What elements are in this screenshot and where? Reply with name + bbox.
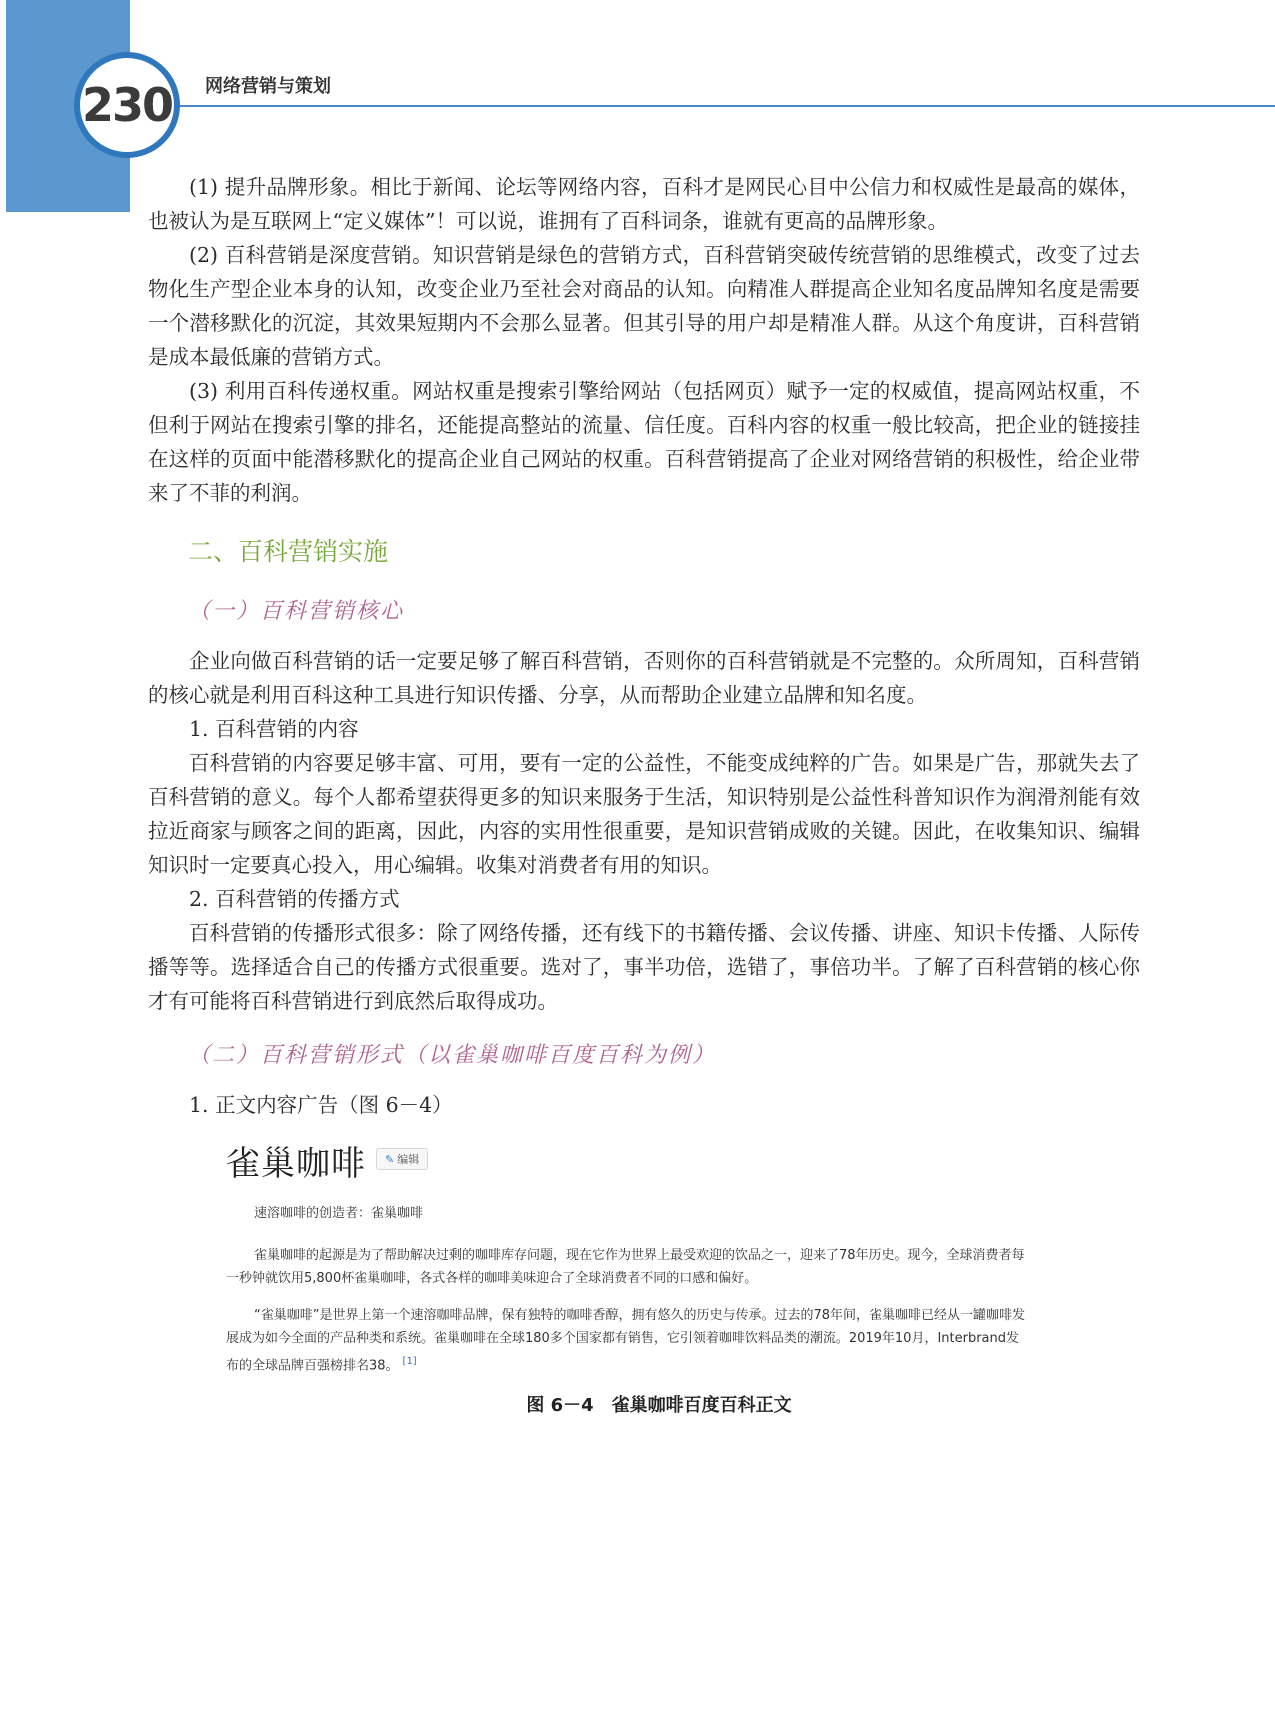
baike-screenshot-figure (226, 1136, 1026, 1374)
pencil-icon: ✎ (385, 1153, 395, 1166)
item-content-text: 百科营销的内容要足够丰富、可用，要有一定的公益性，不能变成纯粹的广告。如果是广告，那就失去了百科营销的意义。每个人都希望获得更多的知识来服务于生活，知识特别是公益性科普知识作为润滑剂能有效拉近商家与顾客之间的距离，因此，内容的实用性很重要，是知识营销成败的关键。因此，在收集知识、编辑知识时一定要真心投入，用心编辑。收集对消费者有用的知识。 (148, 751, 1140, 877)
item-spread-title: 2. 百科营销的传播方式 (189, 887, 400, 911)
page-content (148, 170, 1140, 1417)
section-heading: 二、百科营销实施 (188, 537, 389, 566)
page-number-badge (74, 52, 180, 158)
entry-paragraph-text: “雀巢咖啡”是世界上第一个速溶咖啡品牌，保有独特的咖啡香醇，拥有悠久的历史与传承。过去的78年间，雀巢咖啡已经从一罐咖啡发展成为如今全面的产品种类和系统。雀巢咖啡在全球180多个国家都有销售，它引领着咖啡饮料品类的潮流。2019年10月，Interbrand发布的全球品牌百强榜排名38。 (226, 1308, 1026, 1374)
page-number: 230 (81, 78, 173, 132)
subsection-heading-core: （一）百科营销核心 (188, 599, 405, 624)
figure-caption: 图 6－4 雀巢咖啡百度百科正文 (526, 1395, 792, 1416)
corner-pixel (110, 194, 118, 202)
reference-link[interactable]: [1] (402, 1356, 417, 1367)
item-spread-text: 百科营销的传播形式很多：除了网络传播，还有线下的书籍传播、会议传播、讲座、知识卡传播、人际传播等等。选择适合自己的传播方式很重要。选对了，事半功倍，选错了，事倍功半。了解了百科营销的核心你才有可能将百科营销进行到底然后取得成功。 (148, 921, 1140, 1013)
entry-title: 雀巢咖啡 (226, 1144, 366, 1184)
item-content-title: 1. 百科营销的内容 (189, 717, 359, 741)
edit-label: 编辑 (397, 1153, 420, 1166)
book-title: 网络营销与策划 (205, 76, 331, 97)
entry-subtitle: 速溶咖啡的创造者：雀巢咖啡 (254, 1206, 424, 1221)
entry-paragraph: 雀巢咖啡的起源是为了帮助解决过剩的咖啡库存问题，现在它作为世界上最受欢迎的饮品之一，迎来了78年历史。现今，全球消费者每一秒钟就饮用5,800杯雀巢咖啡，各式各样的咖啡美味迎合了全球消费者不同的口感和偏好。 (226, 1248, 1025, 1286)
paragraph-brand-image: (1) 提升品牌形象。相比于新闻、论坛等网络内容，百科才是网民心目中公信力和权威性是最高的媒体，也被认为是互联网上“定义媒体”！可以说，谁拥有了百科词条，谁就有更高的品牌形象。 (148, 175, 1140, 233)
header-divider (180, 105, 1275, 107)
paragraph-weight: (3) 利用百科传递权重。网站权重是搜索引擎给网站（包括网页）赋予一定的权威值，提高网站权重，不但利于网站在搜索引擎的排名，还能提高整站的流量、信任度。百科内容的权重一般比较高，把企业的链接挂在这样的页面中能潜移默化的提高企业自己网站的权重。百科营销提高了企业对网络营销的积极性，给企业带来了不菲的利润。 (148, 379, 1140, 505)
entry-paragraph (226, 1304, 1026, 1377)
edit-button[interactable] (376, 1148, 428, 1170)
item-body-ad-title: 1. 正文内容广告（图 6－4） (189, 1093, 453, 1117)
corner-pixel (98, 180, 108, 190)
core-intro: 企业向做百科营销的话一定要足够了解百科营销，否则你的百科营销就是不完整的。众所周知，百科营销的核心就是利用百科这种工具进行知识传播、分享，从而帮助企业建立品牌和知名度。 (148, 649, 1140, 707)
subsection-heading-forms: （二）百科营销形式（以雀巢咖啡百度百科为例） (188, 1043, 717, 1068)
paragraph-deep-marketing: (2) 百科营销是深度营销。知识营销是绿色的营销方式，百科营销突破传统营销的思维模式，改变了过去物化生产型企业本身的认知，改变企业乃至社会对商品的认知。向精准人群提高企业知名度品牌知名度是需要一个潜移默化的沉淀，其效果短期内不会那么显著。但其引导的用户却是精准人群。从这个角度讲，百科营销是成本最低廉的营销方式。 (148, 243, 1140, 369)
